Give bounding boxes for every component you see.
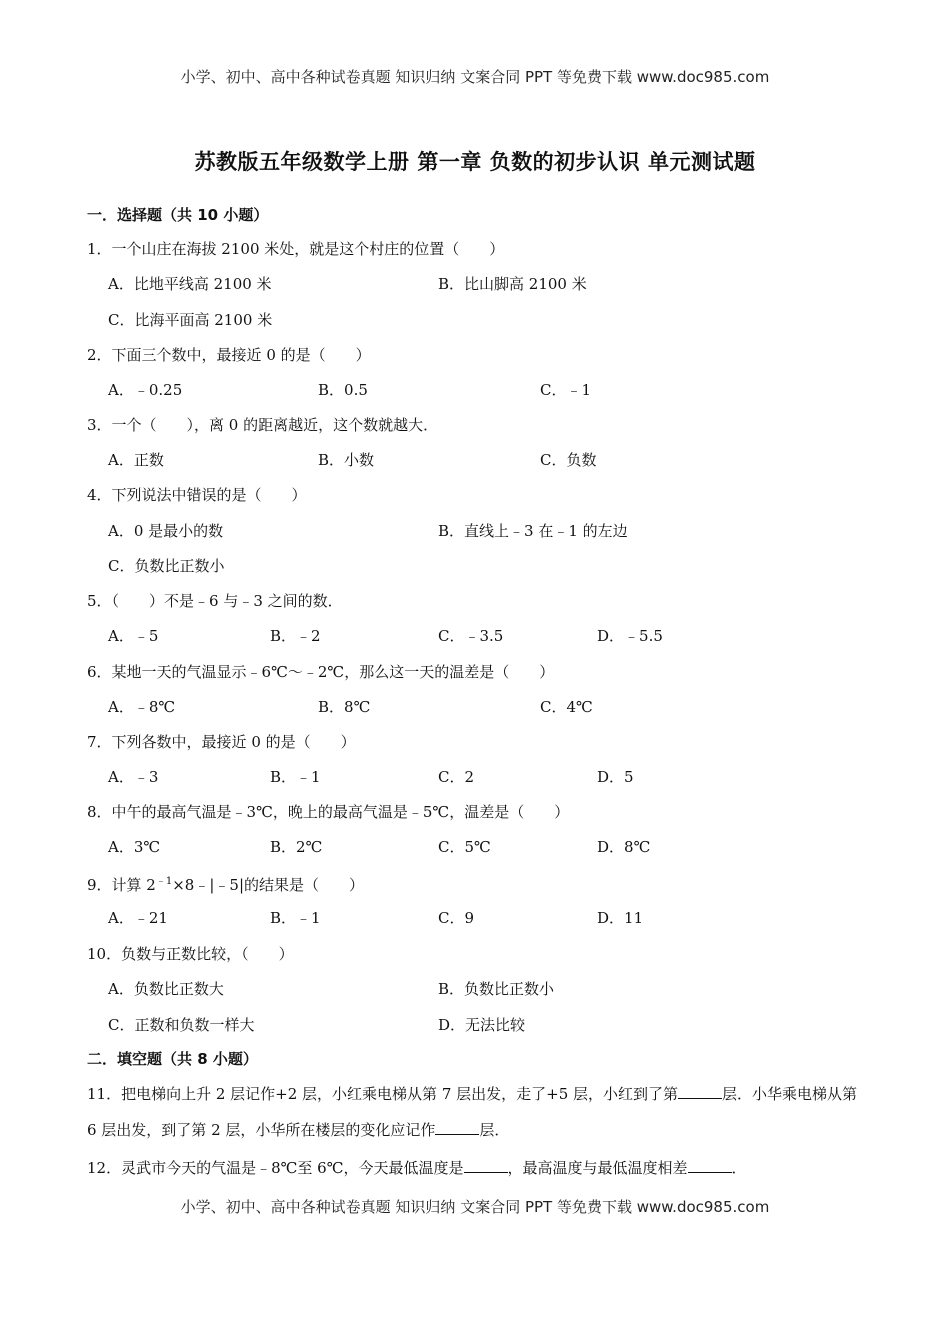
answer-blank [688, 1158, 732, 1173]
question-11-part: 层． [479, 1121, 510, 1139]
option: B．小数 [318, 451, 375, 469]
option: C．﹣3.5 [438, 627, 504, 645]
question-6: 6．某地一天的气温显示﹣6℃～﹣2℃，那么这一天的温差是（ ） [87, 663, 555, 681]
answer-blank [678, 1084, 722, 1099]
question-11-part: 11．把电梯向上升 2 层记作+2 层，小红乘电梯从第 7 层出发，走了+5 层，小红到了第 [87, 1085, 679, 1103]
option: D．﹣5.5 [597, 627, 663, 645]
option: C．5℃ [438, 838, 491, 856]
option: D．11 [597, 909, 644, 927]
question-9-text-post: ×8﹣|﹣5|的结果是（ ） [172, 876, 364, 894]
question-12-part: ． [731, 1159, 747, 1177]
option: C．4℃ [540, 698, 593, 716]
option: D．8℃ [597, 838, 651, 856]
question-4: 4．下列说法中错误的是（ ） [87, 486, 307, 504]
option: C．负数比正数小 [108, 557, 225, 575]
answer-blank [435, 1120, 479, 1135]
option: C．2 [438, 768, 475, 786]
section-heading-fill: 二．填空题（共 8 小题） [87, 1050, 258, 1068]
option: B．比山脚高 2100 米 [438, 275, 587, 293]
question-8: 8．中午的最高气温是﹣3℃，晚上的最高气温是﹣5℃，温差是（ ） [87, 803, 570, 821]
option: A．﹣0.25 [108, 381, 183, 399]
question-7: 7．下列各数中，最接近 0 的是（ ） [87, 733, 356, 751]
question-12-part: ，最高温度与最低温度相差 [507, 1159, 688, 1177]
option: B．直线上﹣3 在﹣1 的左边 [438, 522, 628, 540]
footer-banner: 小学、初中、高中各种试卷真题 知识归纳 文案合同 PPT 等免费下载 www.doc985.com [180, 1198, 770, 1216]
question-9 [87, 872, 364, 895]
answer-blank [464, 1158, 508, 1173]
question-2: 2．下面三个数中，最接近 0 的是（ ） [87, 346, 371, 364]
option: A．﹣8℃ [108, 698, 176, 716]
option: D．无法比较 [438, 1016, 526, 1034]
option: B．0.5 [318, 381, 368, 399]
question-1: 1．一个山庄在海拔 2100 米处，就是这个村庄的位置（ ） [87, 240, 505, 258]
option: C．9 [438, 909, 475, 927]
question-9-text-pre: 9．计算 2 [87, 876, 156, 894]
option: A．比地平线高 2100 米 [108, 275, 272, 293]
option: C．负数 [540, 451, 597, 469]
option: C．正数和负数一样大 [108, 1016, 255, 1034]
question-10: 10．负数与正数比较，（ ） [87, 945, 294, 963]
option: A．正数 [108, 451, 164, 469]
question-12-part: 12．灵武市今天的气温是﹣8℃至 6℃，今天最低温度是 [87, 1159, 464, 1177]
option: B．﹣1 [270, 909, 321, 927]
option: C．﹣1 [540, 381, 592, 399]
header-banner: 小学、初中、高中各种试卷真题 知识归纳 文案合同 PPT 等免费下载 www.doc985.com [180, 68, 770, 86]
question-5: 5．（ ）不是﹣6 与﹣3 之间的数． [87, 592, 343, 610]
option: A．3℃ [108, 838, 161, 856]
option: B．负数比正数小 [438, 980, 555, 998]
option: B．8℃ [318, 698, 371, 716]
option: B．﹣1 [270, 768, 321, 786]
page-title: 苏教版五年级数学上册 第一章 负数的初步认识 单元测试题 [194, 150, 756, 174]
option: A．负数比正数大 [108, 980, 224, 998]
question-12 [87, 1157, 747, 1178]
option: A．﹣21 [108, 909, 168, 927]
option: A．﹣5 [108, 627, 159, 645]
question-11 [87, 1076, 867, 1148]
option: D．5 [597, 768, 634, 786]
section-heading-choice: 一．选择题（共 10 小题） [87, 206, 269, 224]
exponent: ﹣1 [155, 876, 173, 887]
question-3: 3．一个（ ），离 0 的距离越近，这个数就越大． [87, 416, 439, 434]
question-11-part: 层．小华乘电梯从第 6 层出发，到了第 2 层，小华所在楼层的变化应记作 [87, 1085, 858, 1139]
option: B．﹣2 [270, 627, 321, 645]
option: A．0 是最小的数 [108, 522, 224, 540]
option: C．比海平面高 2100 米 [108, 311, 273, 329]
option: B．2℃ [270, 838, 323, 856]
option: A．﹣3 [108, 768, 159, 786]
